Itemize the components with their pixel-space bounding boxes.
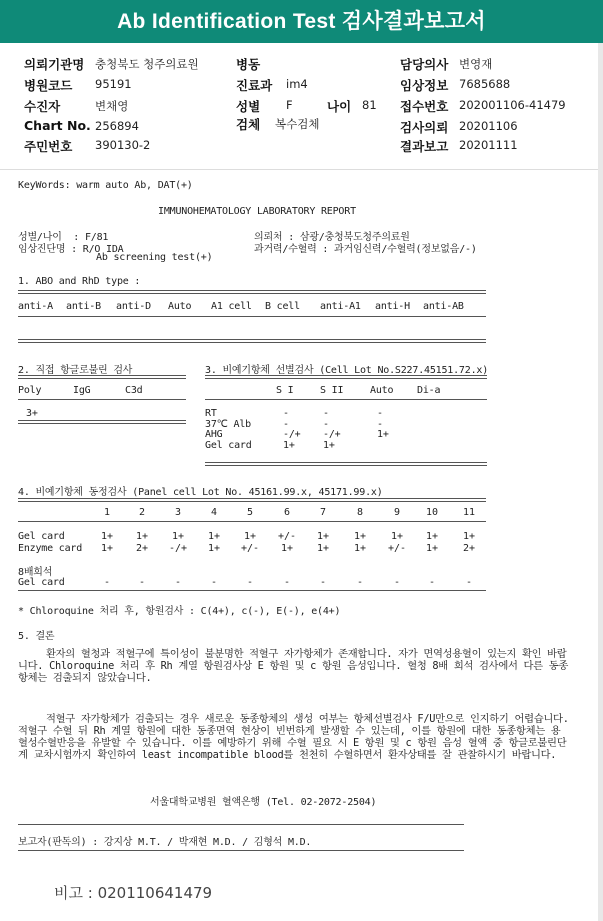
- screen-section-title: 3. 비예기항체 선별검사 (Cell Lot No.S227.45151.72.x): [205, 365, 489, 376]
- sex-age-line: 성별/나이 : F/81: [18, 232, 109, 243]
- dilution-cell: -: [356, 577, 364, 588]
- screen-cell: 1+: [377, 429, 389, 440]
- panel-cell: 1+: [425, 531, 439, 542]
- panel-column-number: 6: [283, 507, 291, 518]
- single-rule: [18, 824, 464, 825]
- panel-cell: -/+: [168, 543, 188, 554]
- dilution-row-label: Gel card: [18, 577, 65, 588]
- report-date-value: 20201111: [459, 138, 518, 152]
- specimen-label: 검체: [236, 117, 261, 132]
- chart-no-value: 256894: [95, 119, 139, 133]
- dept-value: im4: [286, 77, 308, 91]
- single-rule: [18, 850, 464, 851]
- abo-column-header: anti-B: [66, 301, 101, 312]
- dilution-cell: -: [428, 577, 436, 588]
- screen-cell: -: [323, 418, 329, 430]
- dat-value: 3+: [26, 408, 38, 419]
- doctor-value: 변영재: [459, 57, 493, 71]
- dept-label: 진료과: [236, 78, 273, 93]
- hospital-value: 충청북도 청주의료원: [95, 57, 199, 71]
- panel-cell: 1+: [207, 531, 221, 542]
- screen-cell: -/+: [323, 429, 341, 440]
- panel-column-number: 4: [210, 507, 218, 518]
- screen-cell: -/+: [283, 429, 301, 440]
- request-value: 20201106: [459, 119, 518, 133]
- double-rule: [18, 498, 486, 502]
- panel-cell: 1+: [462, 531, 476, 542]
- ward-label: 병동: [236, 57, 261, 72]
- screen-cell: -: [283, 418, 289, 430]
- screen-column-header: Di-a: [417, 385, 441, 396]
- abo-column-header: Auto: [168, 301, 192, 312]
- transfusion-line: 과거력/수혈력 : 과거임신력/수혈력(정보없음/-): [254, 244, 477, 255]
- sex-value: F: [286, 98, 293, 112]
- receipt-label: 접수번호: [400, 99, 449, 114]
- request-label: 검사의뢰: [400, 120, 449, 135]
- dilution-cell: -: [465, 577, 473, 588]
- remarks-text: 비고 : 020110641479: [54, 884, 213, 902]
- collector-value: 변채영: [95, 99, 129, 113]
- rrn-label: 주민번호: [24, 139, 73, 154]
- screen-row-label: 37℃ Alb: [205, 418, 251, 430]
- abo-column-header: anti-H: [375, 301, 410, 312]
- conclusion-paragraph-2: 적혈구 자가항체가 검출되는 경우 새로운 동종항체의 생성 여부는 항체선별검사 F/U만으로 인지하기 어렵습니다. 적혈구 수혈 뒤 Rh 계열 항원에 대한 동종면역 현상이 빈번하게 발생할 수 있는데, 이를 항원에 대한 동종항체는 용혈성수혈반응을 유발할 수 있습니다. 이를 예방하기 위해 수혈 필요 시 E 항원 및 c 항원 음성 혈액 중 항글로불린단계 교차시험까지 확인하여 least incompatible blood를 천천히 수혈하면서 환자상태를 잘 관찰하시기 바랍니다.: [18, 713, 569, 762]
- single-rule: [18, 590, 486, 591]
- dilution-cell: -: [283, 577, 291, 588]
- panel-column-number: 5: [246, 507, 254, 518]
- screen-cell: -: [377, 408, 383, 419]
- panel-column-number: 7: [319, 507, 327, 518]
- chloroquine-note: * Chloroquine 처리 후, 항원검사 : C(4+), c(-), E(-), e(4+): [18, 606, 341, 617]
- panel-cell: +/-: [387, 543, 407, 554]
- screen-row-label: Gel card: [205, 439, 252, 451]
- panel-cell: 1+: [316, 543, 330, 554]
- panel-column-number: 2: [138, 507, 146, 518]
- specimen-value: 복수검체: [275, 117, 320, 131]
- code-value: 95191: [95, 77, 132, 91]
- panel-cell: 1+: [100, 543, 114, 554]
- panel-cell: 1+: [353, 543, 367, 554]
- single-rule: [205, 399, 487, 400]
- dilution-cell: -: [210, 577, 218, 588]
- reporters-line: 보고자(판독의) : 강지상 M.T. / 박재현 M.D. / 김형석 M.D.: [18, 837, 312, 848]
- code-label: 병원코드: [24, 78, 73, 93]
- chart-no-label: Chart No.: [24, 118, 91, 133]
- panel-column-number: 1: [103, 507, 111, 518]
- dat-section-title: 2. 직접 항글로불린 검사: [18, 365, 133, 376]
- double-rule: [18, 375, 186, 379]
- screen-cell: 1+: [283, 439, 295, 451]
- screen-row-label: RT: [205, 408, 217, 419]
- panel-cell: 2+: [135, 543, 149, 554]
- panel-cell: 1+: [100, 531, 114, 542]
- dilution-cell: -: [393, 577, 401, 588]
- panel-cell: 1+: [207, 543, 221, 554]
- keywords-line: KeyWords: warm auto Ab, DAT(+): [18, 180, 193, 191]
- dilution-cell: -: [174, 577, 182, 588]
- screen-row-label: AHG: [205, 429, 223, 440]
- screen-cell: -: [283, 408, 289, 419]
- referrer-line: 의뢰처 : 삼광/충청북도청주의료원: [254, 232, 410, 243]
- scrollbar-track[interactable]: [598, 43, 603, 921]
- abo-column-header: anti-D: [116, 301, 151, 312]
- dilution-cell: -: [138, 577, 146, 588]
- panel-row-label: Enzyme card: [18, 543, 83, 554]
- double-rule: [205, 375, 487, 379]
- conclusion-paragraph-1: 환자의 혈청과 적혈구에 특이성이 불분명한 적혈구 자가항체가 존재합니다. 자가 면역성용혈이 있는지 확인 바랍니다. Chloroquine 처리 후 Rh 계열 항원검사상 E 항원 및 c 항원 음성입니다. 혈청 8배 희석 검사에서 다른 동종항체는 검출되지 않았습니다.: [18, 648, 569, 685]
- double-rule: [205, 462, 487, 466]
- rrn-value: 390130-2: [95, 138, 151, 152]
- collector-label: 수진자: [24, 99, 61, 114]
- report-heading: IMMUNOHEMATOLOGY LABORATORY REPORT: [158, 206, 356, 217]
- panel-cell: +/-: [277, 531, 297, 542]
- screen-column-header: S II: [320, 385, 344, 396]
- double-rule: [18, 420, 186, 424]
- panel-cell: 1+: [135, 531, 149, 542]
- dilution-cell: -: [246, 577, 254, 588]
- clinical-label: 임상정보: [400, 78, 449, 93]
- screen-column-header: Auto: [370, 385, 394, 396]
- panel-cell: 1+: [390, 531, 404, 542]
- panel-column-number: 8: [356, 507, 364, 518]
- conclusion-title: 5. 결론: [18, 631, 55, 642]
- screen-column-header: S I: [276, 385, 294, 396]
- doctor-label: 담당의사: [400, 57, 449, 72]
- dat-column-header: C3d: [125, 385, 143, 396]
- panel-column-number: 3: [174, 507, 182, 518]
- panel-cell: 2+: [462, 543, 476, 554]
- abo-column-header: A1 cell: [211, 301, 252, 312]
- screen-cell: -: [323, 408, 329, 419]
- double-rule: [18, 339, 486, 343]
- diagnosis-line-2: Ab screening test(+): [96, 252, 213, 263]
- double-rule: [18, 290, 486, 294]
- clinical-value: 7685688: [459, 77, 511, 91]
- panel-cell: 1+: [243, 531, 257, 542]
- abo-column-header: B cell: [265, 301, 300, 312]
- panel-cell: 1+: [425, 543, 439, 554]
- panel-cell: 1+: [353, 531, 367, 542]
- single-rule: [18, 316, 486, 317]
- dat-column-header: IgG: [73, 385, 91, 396]
- patient-info-panel: [0, 49, 603, 167]
- report-date-label: 결과보고: [400, 139, 449, 154]
- age-label: 나이: [327, 99, 352, 114]
- lab-report-scan: [0, 170, 603, 921]
- report-title: Ab Identification Test 검사결과보고서: [117, 10, 486, 33]
- panel-column-number: 9: [393, 507, 401, 518]
- abo-column-header: anti-AB: [423, 301, 464, 312]
- single-rule: [18, 399, 186, 400]
- panel-row-label: Gel card: [18, 531, 65, 542]
- receipt-value: 202001106-41479: [459, 98, 566, 112]
- bloodbank-line: 서울대학교병원 혈액은행 (Tel. 02-2072-2504): [150, 797, 377, 808]
- hospital-label: 의뢰기관명: [24, 57, 85, 72]
- panel-column-number: 11: [462, 507, 476, 518]
- panel-column-number: 10: [425, 507, 439, 518]
- dilution-label: 8배희석: [18, 567, 53, 578]
- screen-cell: -: [377, 418, 383, 430]
- single-rule: [18, 521, 486, 522]
- report-title-bar: [0, 0, 603, 43]
- dilution-cell: -: [103, 577, 111, 588]
- screen-cell: 1+: [323, 439, 335, 451]
- age-value: 81: [362, 98, 377, 112]
- panel-cell: 1+: [280, 543, 294, 554]
- abo-section-title: 1. ABO and RhD type :: [18, 276, 141, 287]
- panel-section-title: 4. 비예기항체 동정검사 (Panel cell Lot No. 45161.99.x, 45171.99.x): [18, 487, 383, 498]
- abo-column-header: anti-A: [18, 301, 53, 312]
- panel-cell: +/-: [240, 543, 260, 554]
- diagnosis-line: 임상진단명 : R/O IDA: [18, 244, 124, 255]
- dilution-cell: -: [319, 577, 327, 588]
- panel-cell: 1+: [316, 531, 330, 542]
- dat-column-header: Poly: [18, 385, 42, 396]
- sex-label: 성별: [236, 99, 261, 114]
- panel-cell: 1+: [171, 531, 185, 542]
- abo-column-header: anti-A1: [320, 301, 361, 312]
